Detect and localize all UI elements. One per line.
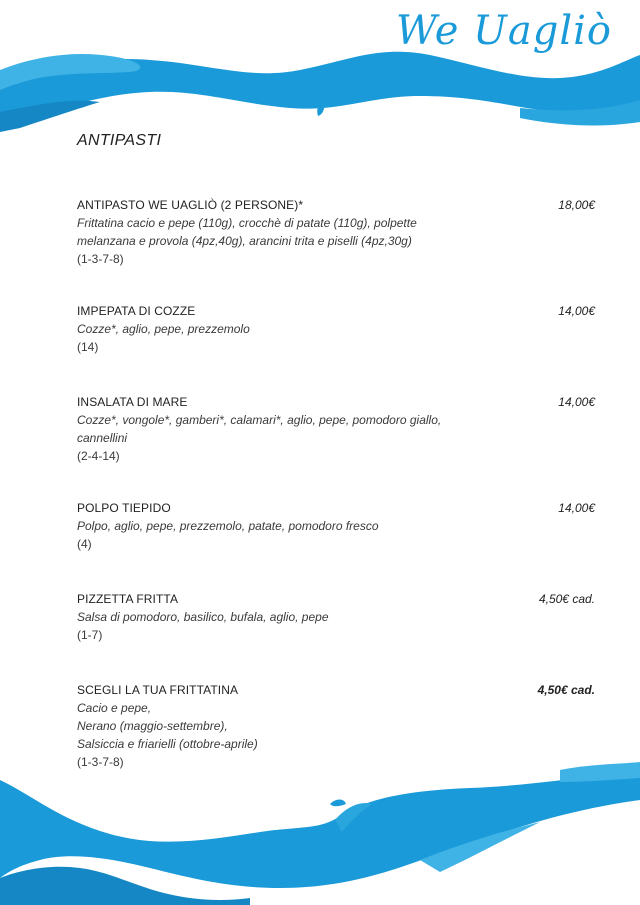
item-price: 14,00€ <box>558 304 595 318</box>
menu-item <box>77 681 595 771</box>
item-allergens: (1-3-7-8) <box>77 755 124 769</box>
item-name: PIZZETTA FRITTA <box>77 592 179 606</box>
item-allergens: (2-4-14) <box>77 449 120 463</box>
item-name: POLPO TIEPIDO <box>77 501 171 515</box>
menu-item <box>77 302 595 356</box>
item-price: 4,50€ cad. <box>538 592 595 606</box>
item-name: INSALATA DI MARE <box>77 395 188 409</box>
brand-logo: We Uagliò <box>395 8 612 54</box>
item-description: Polpo, aglio, pepe, prezzemolo, patate, pomodoro fresco <box>77 519 379 533</box>
item-price: 14,00€ <box>558 395 595 409</box>
item-description: Salsa di pomodoro, basilico, bufala, aglio, pepe <box>77 610 329 624</box>
item-name: IMPEPATA DI COZZE <box>77 304 196 318</box>
item-option: Nerano (maggio-settembre), <box>77 719 228 733</box>
item-option: Salsiccia e friarielli (ottobre-aprile) <box>77 737 258 751</box>
item-description: Cozze*, vongole*, gamberi*, calamari*, aglio, pepe, pomodoro giallo, cannellini <box>77 413 442 445</box>
item-allergens: (1-3-7-8) <box>77 252 124 266</box>
item-price: 18,00€ <box>558 198 595 212</box>
bottom-wave-decoration <box>0 760 640 905</box>
menu-item <box>77 196 595 268</box>
item-name: ANTIPASTO WE UAGLIÒ (2 PERSONE)* <box>77 198 304 212</box>
item-name: SCEGLI LA TUA FRITTATINA <box>77 683 239 697</box>
item-allergens: (14) <box>77 340 99 354</box>
item-description: Cozze*, aglio, pepe, prezzemolo <box>77 322 250 336</box>
section-title: ANTIPASTI <box>77 132 162 149</box>
menu-item <box>77 393 595 465</box>
menu-item <box>77 499 595 553</box>
item-price: 4,50€ cad. <box>537 683 595 697</box>
item-price: 14,00€ <box>558 501 595 515</box>
item-description: Frittatina cacio e pepe (110g), crocchè di patate (110g), polpette melanzana e provola (4pz,40g), arancini trita e piselli (4pz,30g) <box>77 216 417 248</box>
item-allergens: (1-7) <box>77 628 103 642</box>
menu-item <box>77 590 595 644</box>
item-allergens: (4) <box>77 537 92 551</box>
item-option: Cacio e pepe, <box>77 701 152 715</box>
